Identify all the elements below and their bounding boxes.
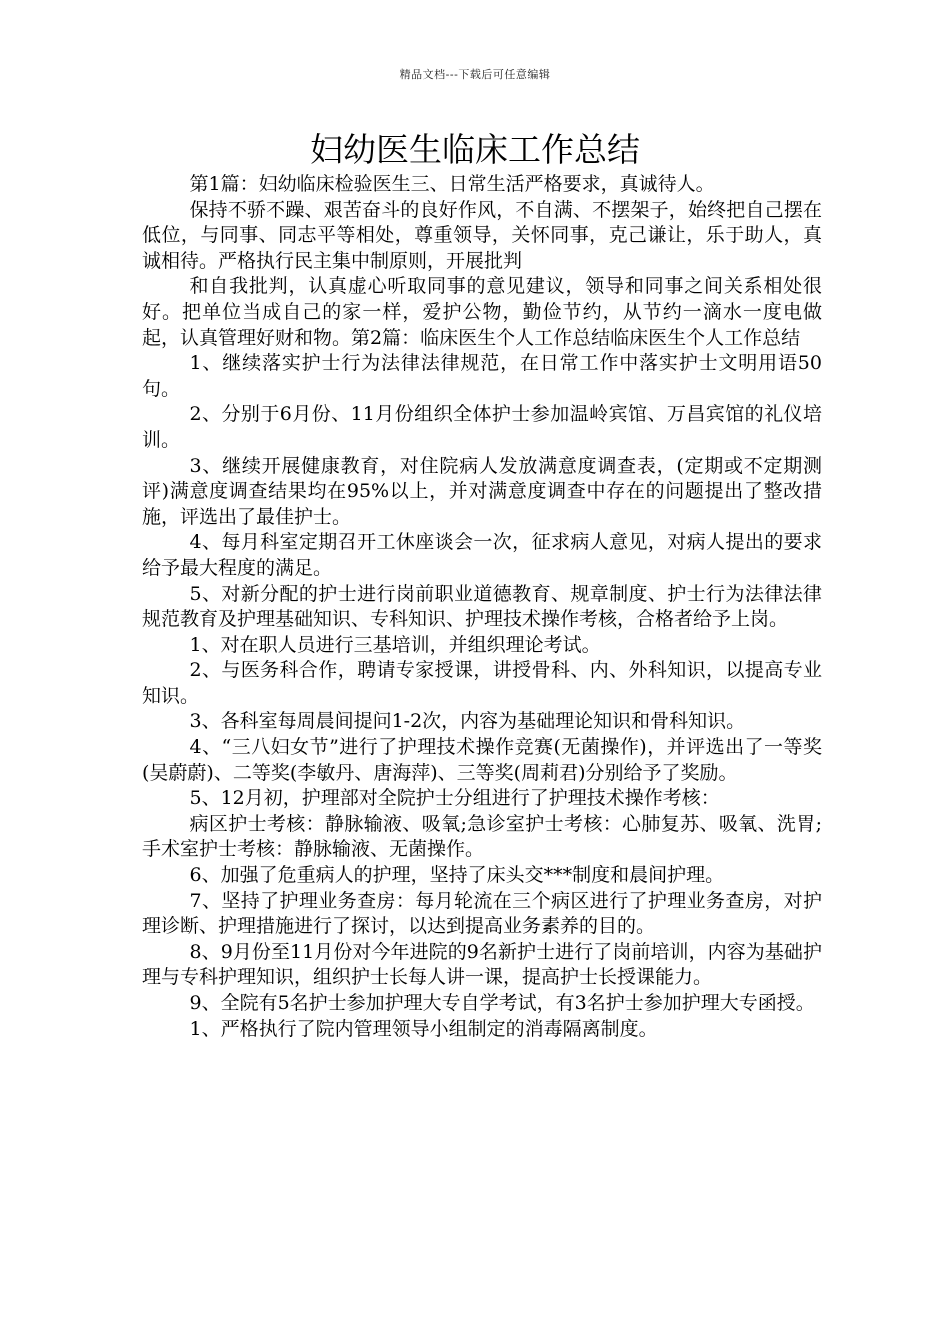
paragraph: 5、12月初，护理部对全院护士分组进行了护理技术操作考核： xyxy=(189,787,720,810)
paragraph: 1、继续落实护士行为法律法律规范，在日常工作中落实护士文明用语50句。 xyxy=(142,352,822,400)
document-body xyxy=(142,172,822,1042)
paragraph: 保持不骄不躁、艰苦奋斗的良好作风，不自满、不摆架子，始终把自己摆在低位，与同事、同志平等相处，尊重领导，关怀同事，克己谦让，乐于助人，真诚相待。严格执行民主集中制原则，开展批判 xyxy=(142,198,822,272)
paragraph: 1、严格执行了院内管理领导小组制定的消毒隔离制度。 xyxy=(189,1017,658,1040)
paragraph: 6、加强了危重病人的护理，坚持了床头交***制度和晨间护理。 xyxy=(189,864,725,887)
paragraph: 2、分别于6月份、11月份组织全体护士参加温岭宾馆、万昌宾馆的礼仪培训。 xyxy=(142,403,822,451)
paragraph: 1、对在职人员进行三基培训，并组织理论考试。 xyxy=(189,633,601,656)
page-header: 精品文档---下载后可任意编辑 xyxy=(399,68,551,81)
paragraph: 病区护士考核：静脉输液、吸氧;急诊室护士考核：心肺复苏、吸氧、洗胃;手术室护士考核：静脉输液、无菌操作。 xyxy=(142,812,822,861)
paragraph: 5、对新分配的护士进行岗前职业道德教育、规章制度、护士行为法律法律规范教育及护理基础知识、专科知识、护理技术操作考核，合格者给予上岗。 xyxy=(142,582,822,631)
paragraph: 8、9月份至11月份对今年进院的9名新护士进行了岗前培训，内容为基础护理与专科护理知识，组织护士长每人讲一课，提高护士长授课能力。 xyxy=(142,940,822,989)
paragraph: 4、每月科室定期召开工休座谈会一次，征求病人意见，对病人提出的要求给予最大程度的满足。 xyxy=(142,531,822,579)
document-title: 妇幼医生临床工作总结 xyxy=(310,130,640,169)
paragraph: 第1篇：妇幼临床检验医生三、日常生活严格要求，真诚待人。 xyxy=(189,173,715,195)
paragraph: 2、与医务科合作，聘请专家授课，讲授骨科、内、外科知识，以提高专业知识。 xyxy=(142,659,822,707)
paragraph: 3、继续开展健康教育，对住院病人发放满意度调查表，(定期或不定期测评)满意度调查结果均在95%以上，并对满意度调查中存在的问题提出了整改措施，评选出了最佳护士。 xyxy=(142,454,822,528)
paragraph: 7、坚持了护理业务查房：每月轮流在三个病区进行了护理业务查房，对护理诊断、护理措施进行了探讨，以达到提高业务素养的目的。 xyxy=(142,889,822,938)
paragraph: 9、全院有5名护士参加护理大专自学考试，有3名护士参加护理大专函授。 xyxy=(189,992,815,1014)
paragraph: 4、“三八妇女节”进行了护理技术操作竞赛(无菌操作)，并评选出了一等奖(吴蔚蔚)、二等奖(李敏丹、唐海萍)、三等奖(周莉君)分别给予了奖励。 xyxy=(142,736,822,784)
paragraph: 3、各科室每周晨间提问1-2次，内容为基础理论知识和骨科知识。 xyxy=(189,710,746,733)
paragraph: 和自我批判，认真虚心听取同事的意见建议，领导和同事之间关系相处很好。把单位当成自己的家一样，爱护公物，勤俭节约，从节约一滴水一度电做起，认真管理好财和物。第2篇：临床医生个人工作总结临床医生个人工作总结 xyxy=(142,275,822,349)
